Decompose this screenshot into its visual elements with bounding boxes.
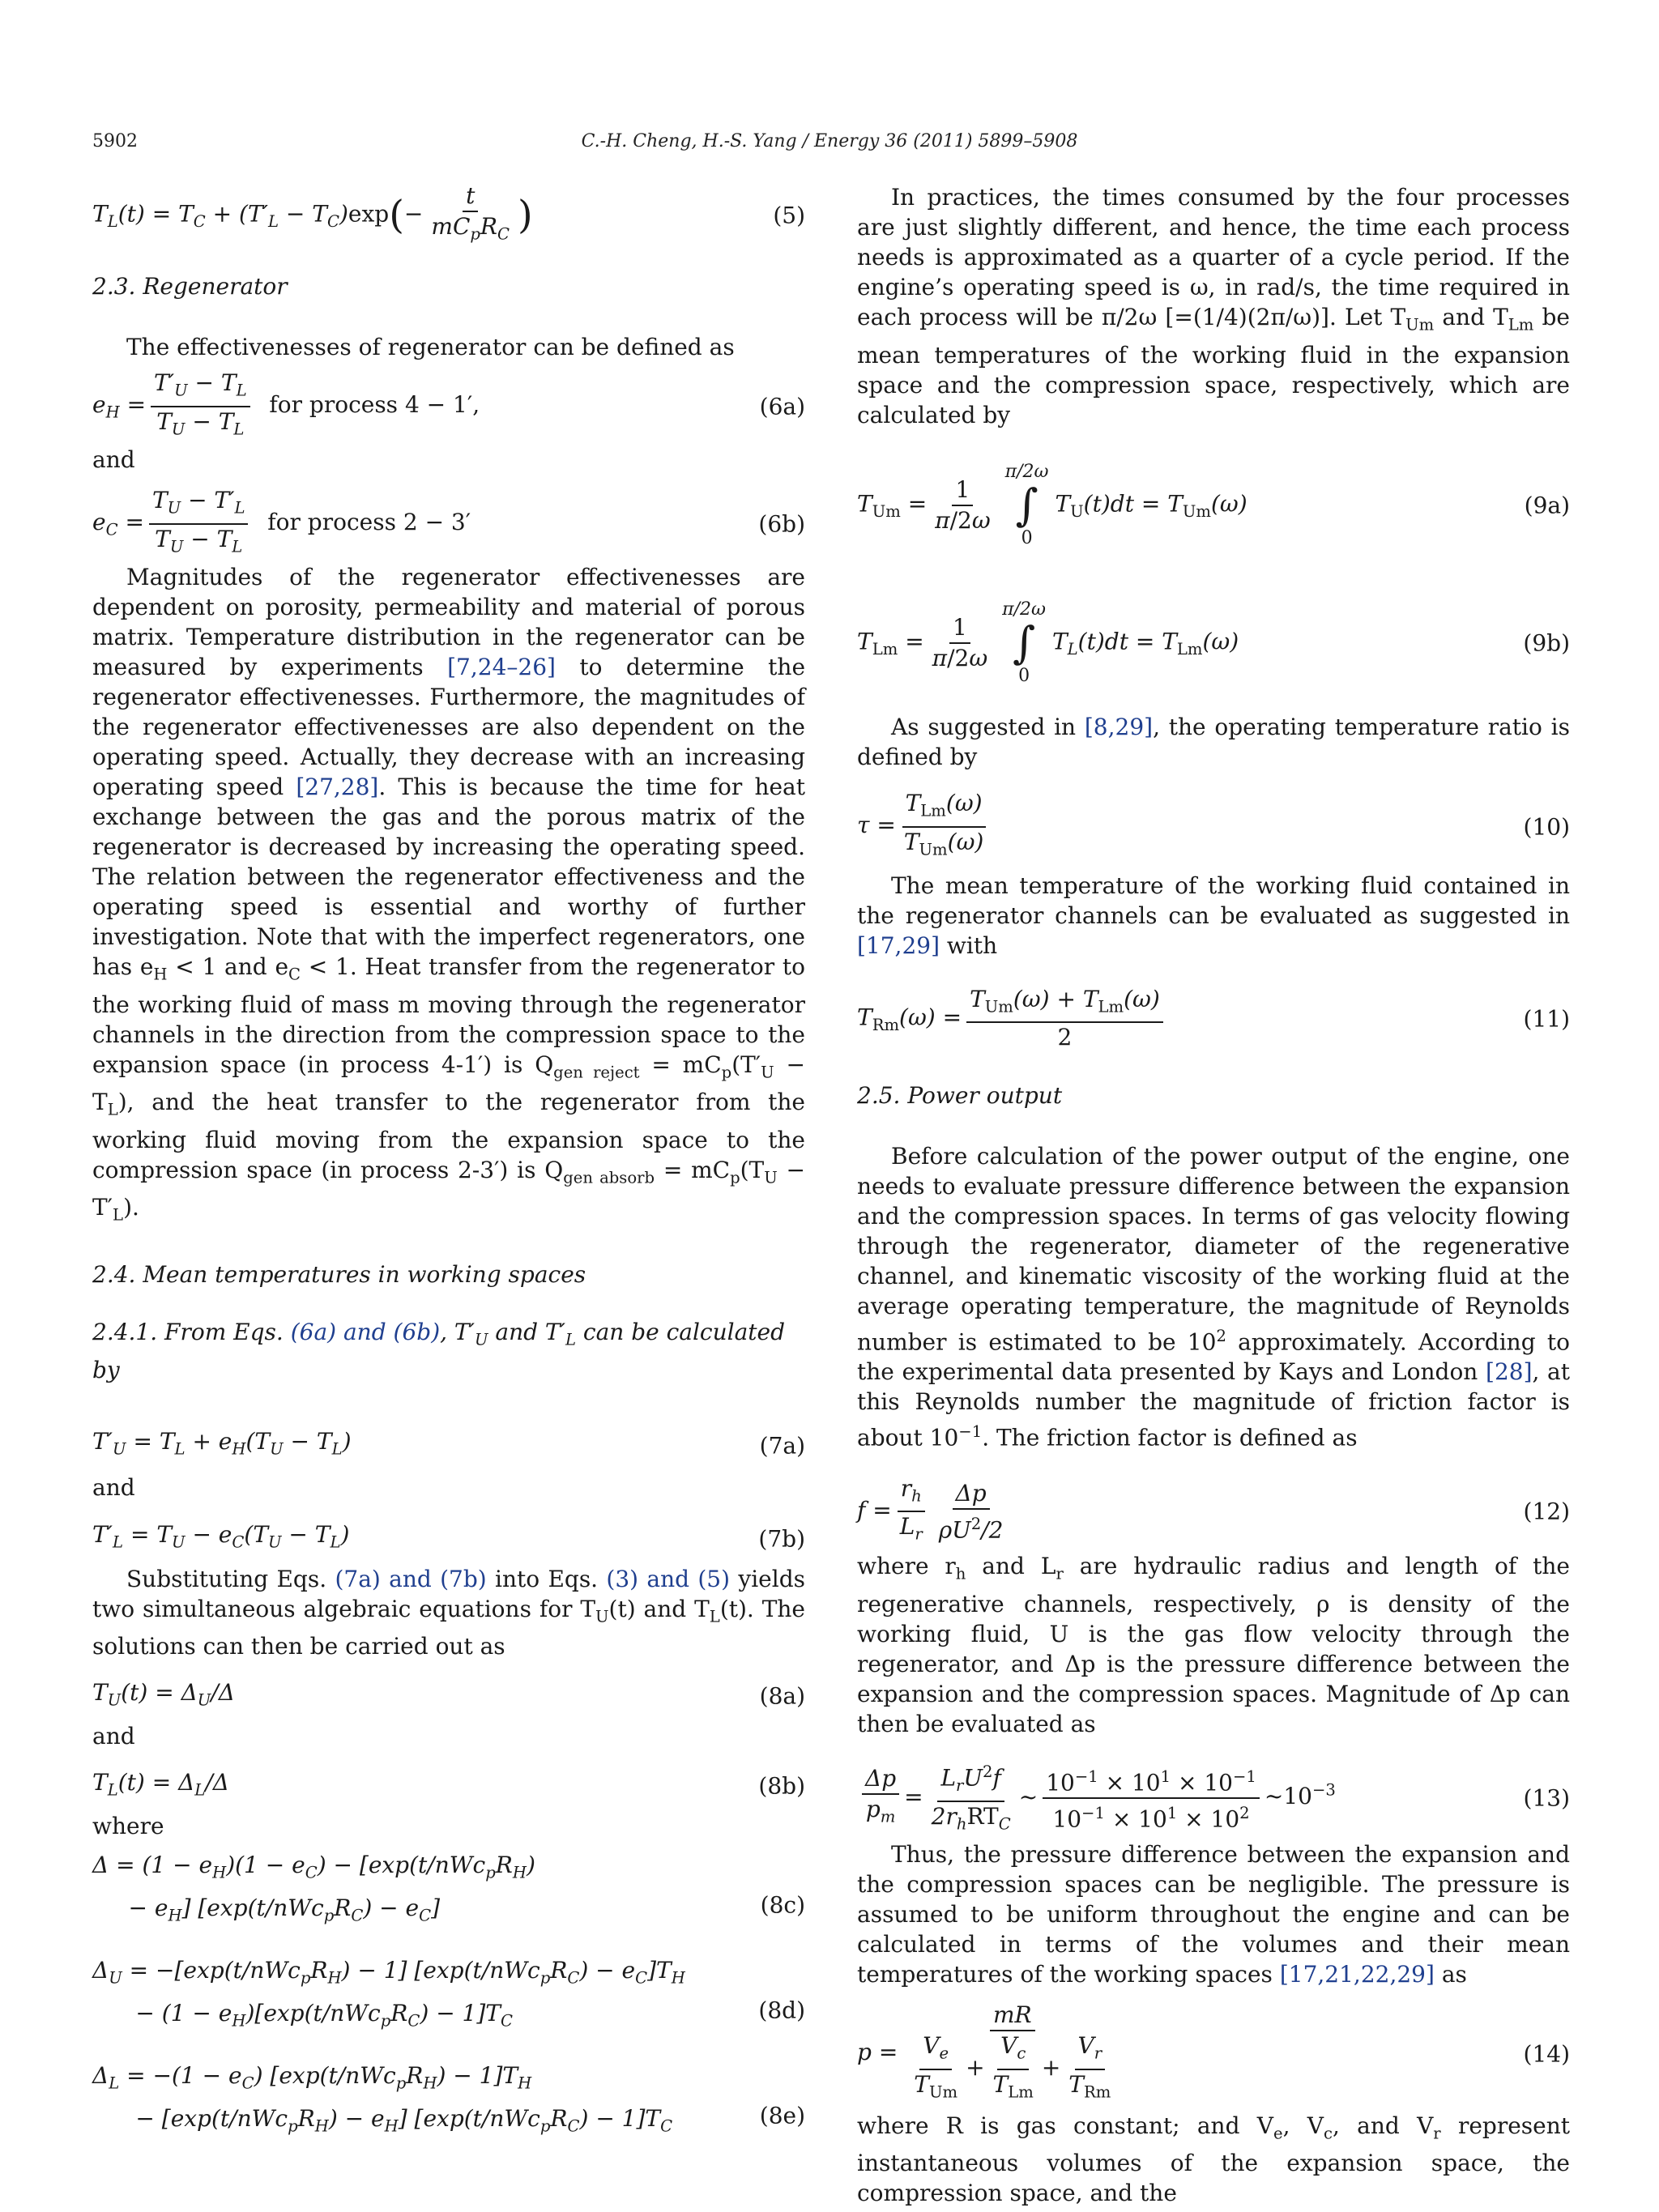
equation-6b: $e_C$ = $\frac{T_U - T'_L}{T_U - T_L}$ for process 2 − 3′ (6b) — [92, 487, 805, 556]
eq-number: (11) — [1523, 1005, 1570, 1033]
equation-14: p = mR $\frac{V_e}{T_{Um}}$ + $\frac{V_c}{T_{Lm}}$ + $\frac{V_r}{T_{Rm}}$ (14) — [857, 2001, 1570, 2102]
section-heading-2-3: 2.3. Regenerator — [92, 273, 288, 300]
eq-number: (7a) — [759, 1432, 805, 1460]
equation-link[interactable]: (6a) and (6b) — [290, 1318, 441, 1345]
paragraph-where-R: where R is gas constant; and $V_e$, $V_c$, and $V_r$ represent instantaneous volumes of the expansion space, the compression space, and the — [857, 2112, 1571, 2207]
section-heading-2-4: 2.4. Mean temperatures in working spaces — [92, 1260, 586, 1288]
paragraph-mean-temp: The mean temperature of the working fluid contained in the regenerator channels can be evaluated as suggested in [17,29] with — [857, 872, 1570, 959]
eq-number: (5) — [773, 202, 805, 229]
equation-8e: $\Delta_L = -(1 - e_C) [\exp(t/nWc_pR_H) - 1]T_H$ − $[\exp(t/nWc_pR_H) - e_H] [\exp(t/nWc_pR_C) - 1]T_C$ (8e) — [92, 2061, 805, 2136]
eq-number: (8a) — [759, 1682, 805, 1710]
right-column — [857, 182, 1570, 2208]
equation-11: $T_{Rm}(\omega)$ = $\frac{T_{Um}(\omega) + T_{Lm}(\omega)}{2}$ (11) — [857, 985, 1570, 1051]
paragraph-thus: Thus, the pressure difference between the expansion and the compression spaces can be negligible. The pressure is assumed to be uniform throughout the engine and can be calculated in terms of the volumes and their mean temperatures of the working spaces [17,21,22,29] as — [857, 1840, 1570, 1988]
equation-13: $\frac{\Delta p}{p_m}$ = $\frac{L_rU^2f}{2r_hRT_C}$ ~ $\frac{10^{-1} \times 10^1 \times 10^{-1}}{10^{-1} \times 10^1 \times 10^2}$ $\sim 10^{-3}$ (13) — [857, 1763, 1570, 1833]
citation-link[interactable]: [17,21,22,29] — [1279, 1960, 1435, 1988]
eq-number: (8b) — [758, 1772, 805, 1800]
equation-7a: $T'_U = T_L + e_H(T_U - T_L)$ (7a) — [92, 1428, 805, 1460]
eq-number: (14) — [1523, 2040, 1570, 2068]
paragraph-where-rh: where $r_h$ and $L_r$ are hydraulic radius and length of the regenerative channels, respectively, ρ is density of the working fluid, U is the gas flow velocity through the regenerator, and Δp is the pressure difference between the expansion and the compression spaces. Magnitude of Δp can then be evaluated as — [857, 1553, 1570, 1737]
connector-text: where — [92, 1813, 164, 1840]
equation-12: f = $\frac{r_h}{L_r}$ $\frac{\Delta p}{\rho U^2/2}$ (12) — [857, 1474, 1570, 1544]
paragraph-suggested: As suggested in [8,29], the operating temperature ratio is defined by — [857, 713, 1570, 770]
citation-link[interactable]: [28] — [1486, 1357, 1533, 1385]
paragraph-substituting: Substituting Eqs. (7a) and (7b) into Eqs. (3) and (5) yields two simultaneous algebraic equations for $T_U(t)$ and $T_L(t)$. The solutions can then be carried out as — [92, 1565, 805, 1660]
citation-link[interactable]: [17,29] — [857, 931, 940, 959]
eq-number: (12) — [1523, 1498, 1570, 1525]
equation-9b: $T_{Lm}$ = $\frac{1}{\pi/2\omega}$ π/2ω ∫ 0 $T_L(t)dt = T_{Lm}(\omega)$ (9b) — [857, 599, 1570, 686]
connector-text: and — [92, 1473, 135, 1501]
citation-link[interactable]: [27,28] — [296, 774, 379, 800]
equation-8b: $T_L(t) = \Delta_L/\Delta$ (8b) — [92, 1768, 805, 1800]
eq-number: (8c) — [760, 1891, 805, 1919]
equation-7b: $T'_L = T_U - e_C(T_U - T_L)$ (7b) — [92, 1521, 805, 1553]
equation-8a: $T_U(t) = \Delta_U/\Delta$ (8a) — [92, 1678, 805, 1710]
eq-number: (10) — [1523, 813, 1570, 841]
eq-number: (6b) — [758, 510, 805, 538]
equation-10: τ = $\frac{T_{Lm}(\omega)}{T_{Um}(\omega)}$ (10) — [857, 790, 1570, 859]
eq-number: (9a) — [1524, 492, 1570, 519]
equation-8d: $\Delta_U = -[\exp(t/nWc_pR_H) - 1] [\exp(t/nWc_pR_C) - e_C]T_H$ − $(1 - e_H)[\exp(t/nWc_pR_C) - 1]T_C$ (8d) — [92, 1956, 805, 2031]
equation-9a: $T_{Um}$ = $\frac{1}{\pi/2\omega}$ π/2ω ∫ 0 $T_U(t)dt = T_{Um}(\omega)$ (9a) — [857, 461, 1570, 548]
citation-link[interactable]: [7,24–26] — [447, 654, 556, 680]
paragraph: The effectivenesses of regenerator can be defined as — [126, 334, 735, 360]
eq-number: (8e) — [759, 2102, 805, 2129]
eq-number: (9b) — [1523, 629, 1570, 657]
eq-number: (13) — [1523, 1784, 1570, 1812]
section-heading-2-4-1: 2.4.1. From Eqs. (6a) and (6b), $T'_U$ and $T'_L$ can be calculated by — [92, 1318, 786, 1383]
equation-link[interactable]: (7a) and (7b) — [335, 1565, 487, 1592]
paragraph-practices: In practices, the times consumed by the four processes are just slightly different, and hence, the time each process needs is approximated as a quarter of a cycle period. If the engine’s operating speed is ω, in rad/s, the time required in each process will be π/2ω [=(1/4)(2π/ω)]. Let $T_{Um}$ and $T_{Lm}$ be mean temperatures of the working fluid in the expansion space and the compression space, respectively, which are calculated by — [857, 184, 1570, 428]
condition: for process 2 − 3′ — [267, 509, 471, 536]
running-head: C.-H. Cheng, H.-S. Yang / Energy 36 (2011) 5899–5908 — [581, 131, 1078, 151]
equation-6a: $e_H$ = $\frac{T'_U - T_L}{T_U - T_L}$ for process 4 − 1′, (6a) — [92, 369, 805, 439]
connector-text: and — [92, 446, 135, 473]
paragraph-before: Before calculation of the power output of the engine, one needs to evaluate pressure difference between the expansion and the compression spaces. In terms of gas velocity flowing through the regenerator, diameter of the regenerative channel, and kinematic viscosity of the working fluid at the average operating temperature, the magnitude of Reynolds number is estimated to be $10^2$ approximately. According to the experimental data presented by Kays and London [28], at this Reynolds number the magnitude of friction factor is about $10^{-1}$. The friction factor is defined as — [857, 1142, 1571, 1451]
eq-number: (7b) — [758, 1525, 805, 1553]
paragraph-magnitudes: Magnitudes of the regenerator effectivenesses are dependent on porosity, permeability and material of porous matrix. Temperature distribution in the regenerator can be measured by experiments [7,24–26] to determine the regenerator effectivenesses. Furthermore, the magnitudes of the regenerator effectivenesses are also dependent on the operating speed. Actually, they decrease with an increasing operating speed [27,28]. This is because the time for heat exchange between the gas and the porous matrix of the regenerator is decreased by increasing the operating speed. The relation between the regenerator effectiveness and the operating speed is essential and worthy of further investigation. Note that with the imperfect regenerators, one has $e_H < 1$ and $e_C < 1$. Heat transfer from the regenerator to the working fluid of mass m moving through the regenerator channels in the direction from the compression space to the expansion space (in process 4-1′) is $Q_{gen reject} = mC_p(T'_U - T_L)$, and the heat transfer to the regenerator from the working fluid moving from the expansion space to the compression space (in process 2-3′) is $Q_{gen absorb} = mC_p(T_U - T'_L)$. — [92, 564, 806, 1225]
eq-number: (8d) — [758, 1997, 805, 2024]
connector-text: and — [92, 1723, 135, 1750]
section-heading-2-5: 2.5. Power output — [857, 1081, 1063, 1109]
running-header — [92, 131, 1567, 164]
left-column — [92, 182, 805, 2137]
equation-5: $T_L(t) = T_C + (T'_L - T_C)\exp(-$ $\frac{t}{mC_pR_C}$ ) (5) — [92, 182, 805, 244]
citation-link[interactable]: [8,29] — [1084, 713, 1154, 740]
page-number: 5902 — [92, 131, 138, 151]
eq-number: (6a) — [759, 393, 805, 420]
equation-8c: $\Delta = (1 - e_H)(1 - e_C) - [\exp(t/nWc_pR_H)$ − $e_H$] $[\exp(t/nWc_pR_C) - e_C]$ (8c) — [92, 1851, 805, 1925]
condition: for process 4 − 1′, — [269, 391, 480, 419]
equation-link[interactable]: (3) and (5) — [606, 1565, 731, 1592]
